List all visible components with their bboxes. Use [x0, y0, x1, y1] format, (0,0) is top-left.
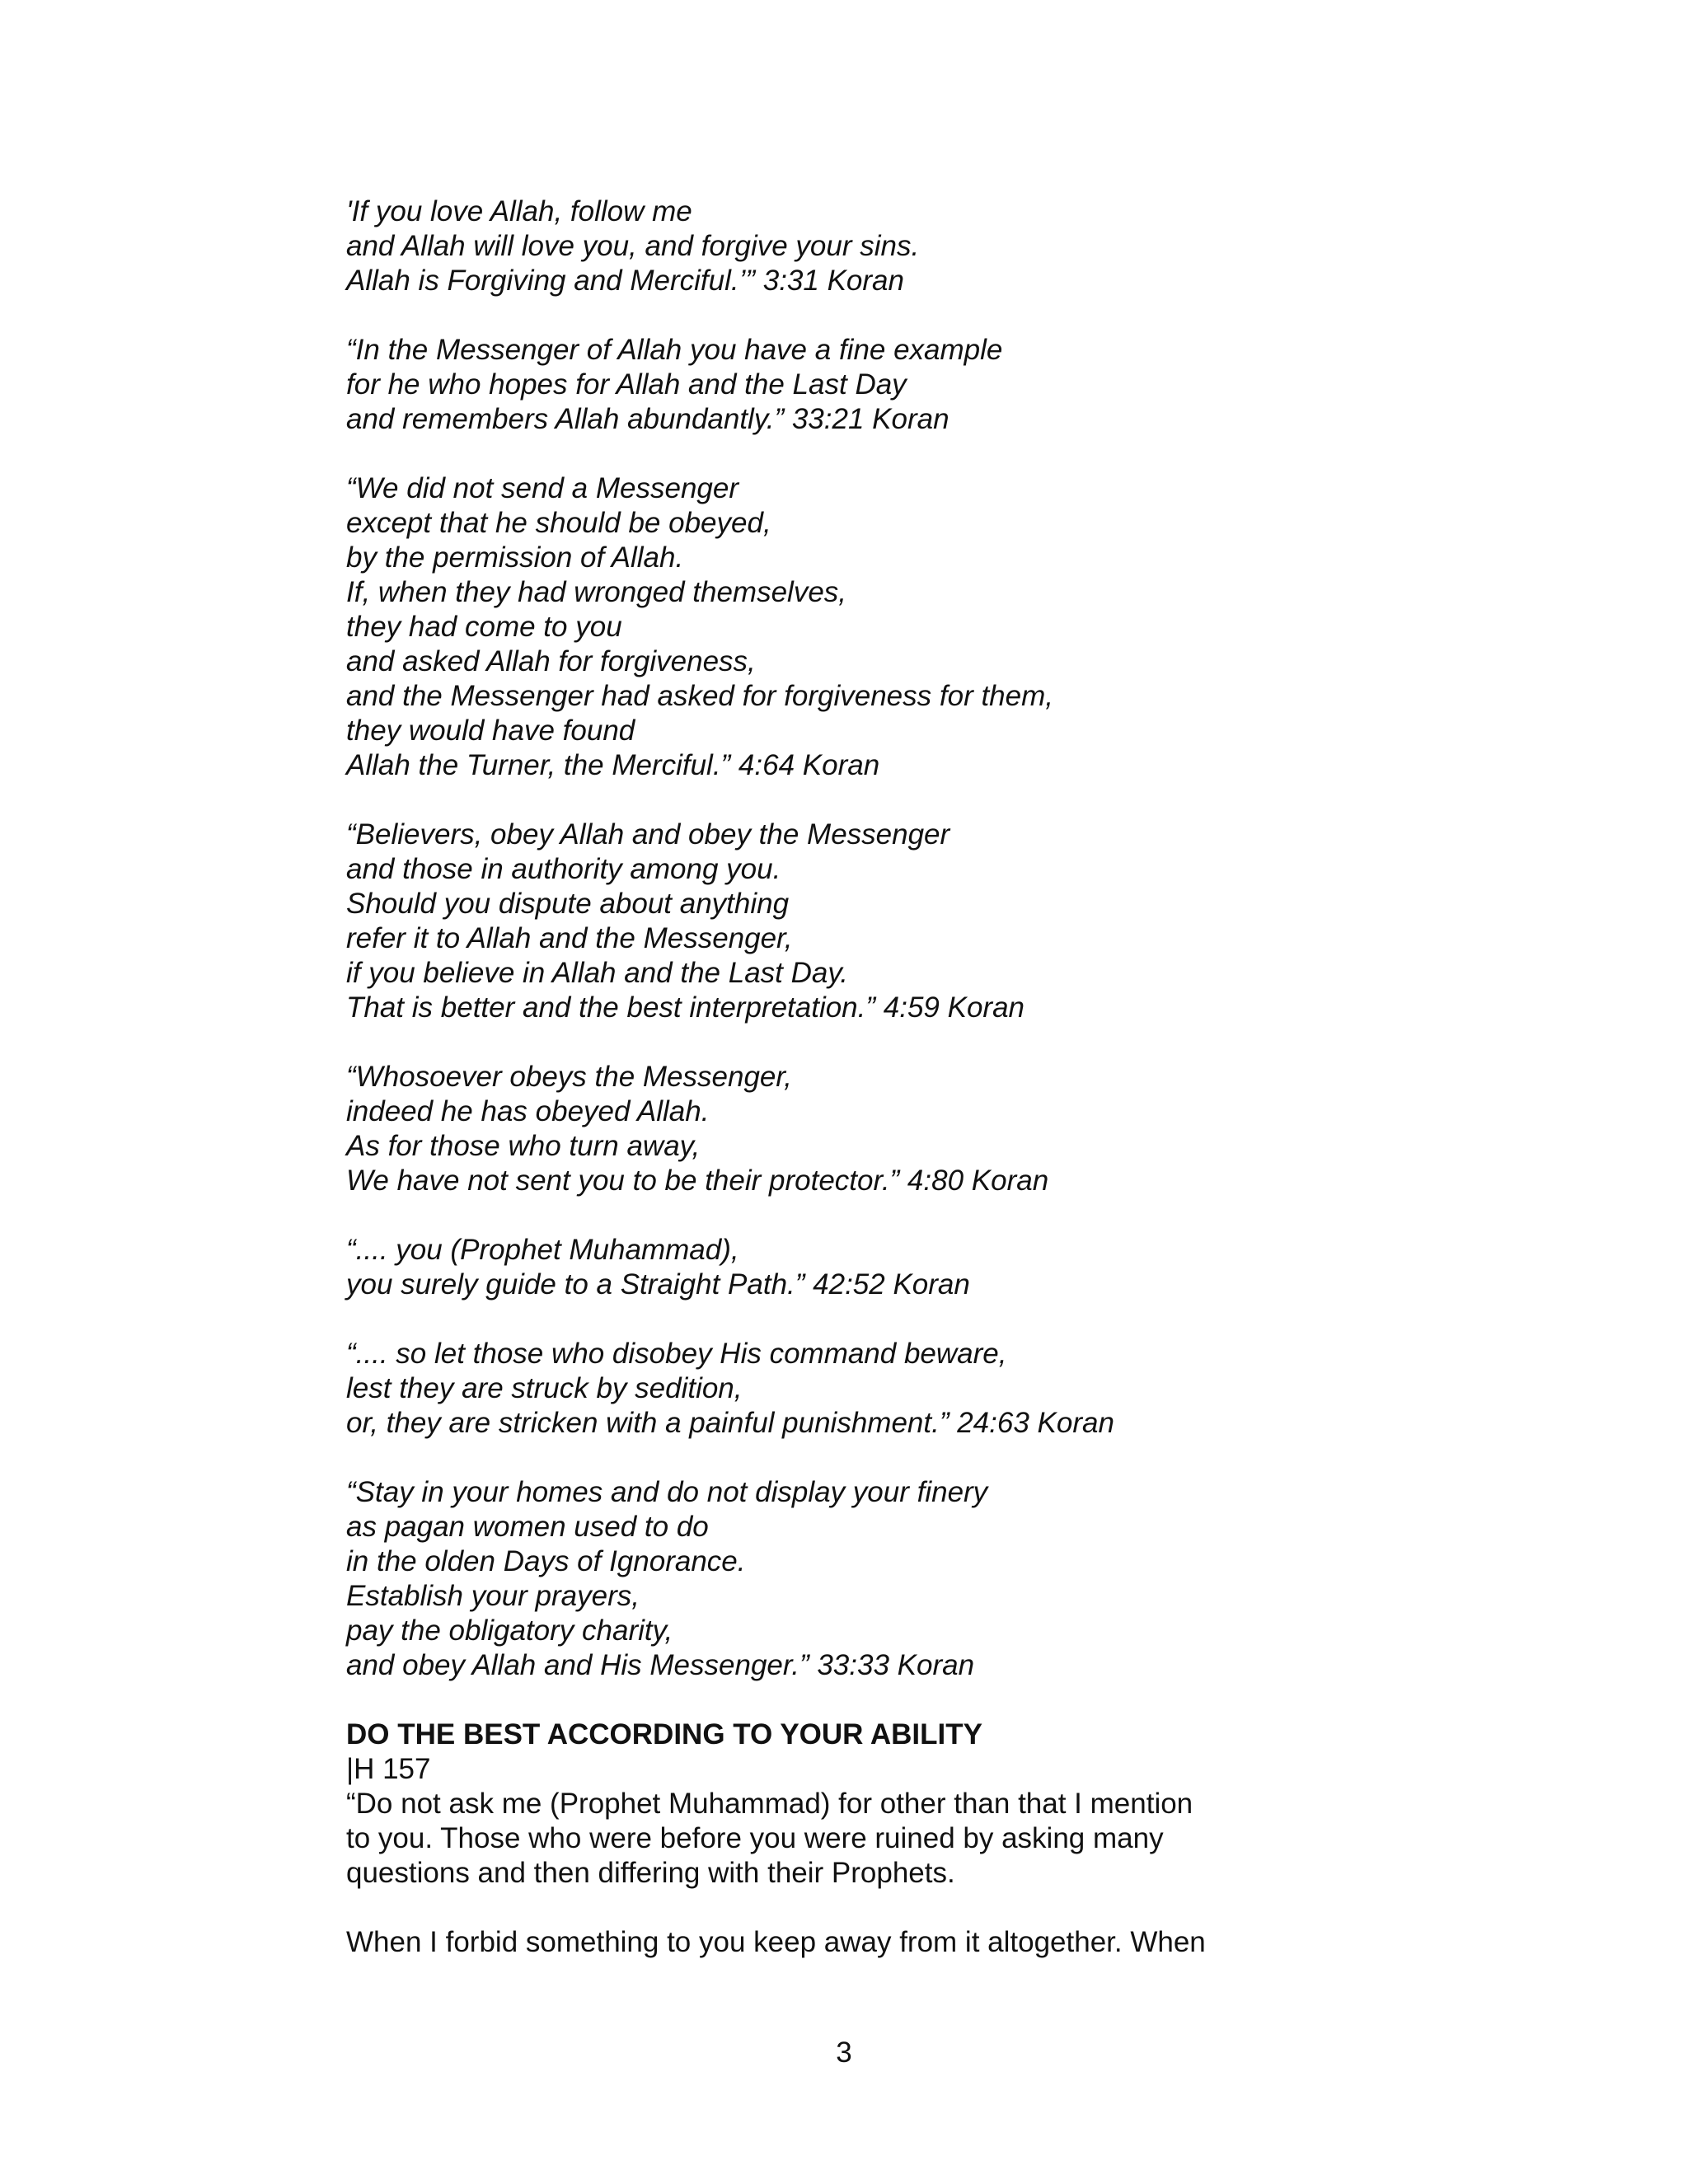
quote-line: as pagan women used to do: [346, 1511, 709, 1543]
quote-24-63: [346, 1337, 1335, 1441]
paragraph-line: to you. Those who were before you were ruined by asking many: [346, 1822, 1164, 1854]
document-body: [346, 194, 1335, 1994]
quote-line: or, they are stricken with a painful punishment.” 24:63 Koran: [346, 1407, 1114, 1439]
quote-line: That is better and the best interpretation.” 4:59 Koran: [346, 991, 1025, 1024]
quote-line: and asked Allah for forgiveness,: [346, 645, 756, 677]
quote-line: Establish your prayers,: [346, 1580, 640, 1612]
quote-line: As for those who turn away,: [346, 1130, 701, 1162]
paragraph: [346, 1787, 1335, 1891]
quote-line: Should you dispute about anything: [346, 888, 790, 920]
quote-line: they had come to you: [346, 611, 622, 643]
quote-4-64: [346, 471, 1335, 783]
quote-line: in the olden Days of Ignorance.: [346, 1545, 746, 1577]
quote-line: and remembers Allah abundantly.” 33:21 Koran: [346, 403, 950, 435]
quote-33-33: [346, 1475, 1335, 1683]
paragraph-line: When I forbid something to you keep away from it altogether. When: [346, 1926, 1206, 1958]
quote-4-59: [346, 818, 1335, 1025]
quote-line: pay the obligatory charity,: [346, 1615, 673, 1647]
quote-line: by the permission of Allah.: [346, 541, 684, 574]
quote-3-31: [346, 194, 1335, 298]
quote-line: “In the Messenger of Allah you have a fine example: [346, 334, 1003, 366]
quote-line: “.... so let those who disobey His command beware,: [346, 1338, 1007, 1370]
quote-line: “.... you (Prophet Muhammad),: [346, 1234, 739, 1266]
quote-line: and the Messenger had asked for forgiveness for them,: [346, 680, 1053, 712]
quote-line: refer it to Allah and the Messenger,: [346, 922, 793, 954]
quote-33-21: [346, 333, 1335, 437]
paragraph-line: questions and then differing with their Prophets.: [346, 1857, 955, 1889]
section: [346, 1718, 1335, 1960]
quote-line: and those in authority among you.: [346, 853, 781, 885]
quote-4-80: [346, 1060, 1335, 1198]
page-number: 3: [836, 2036, 852, 2069]
quote-42-52: [346, 1233, 1335, 1302]
paragraph-line: “Do not ask me (Prophet Muhammad) for other than that I mention: [346, 1788, 1193, 1820]
quote-line: except that he should be obeyed,: [346, 507, 771, 539]
quote-line: and obey Allah and His Messenger.” 33:33 Koran: [346, 1649, 975, 1681]
quote-line: you surely guide to a Straight Path.” 42:52 Koran: [346, 1268, 970, 1301]
quote-line: they would have found: [346, 715, 635, 747]
quote-line: Allah the Turner, the Merciful.” 4:64 Koran: [346, 749, 880, 781]
quote-line: if you believe in Allah and the Last Day.: [346, 957, 848, 989]
section-heading: DO THE BEST ACCORDING TO YOUR ABILITY: [346, 1718, 982, 1750]
paragraph: [346, 1925, 1335, 1960]
quote-line: indeed he has obeyed Allah.: [346, 1095, 710, 1127]
quote-line: “Whosoever obeys the Messenger,: [346, 1061, 792, 1093]
quote-line: “Believers, obey Allah and obey the Messenger: [346, 818, 950, 851]
quote-line: “Stay in your homes and do not display your finery: [346, 1476, 988, 1508]
quote-line: for he who hopes for Allah and the Last Day: [346, 368, 907, 401]
quote-line: If, when they had wronged themselves,: [346, 576, 847, 608]
hadith-reference: |H 157: [346, 1753, 431, 1785]
quote-line: and Allah will love you, and forgive your sins.: [346, 230, 920, 262]
quote-line: “We did not send a Messenger: [346, 472, 739, 504]
quote-line: We have not sent you to be their protector.” 4:80 Koran: [346, 1165, 1049, 1197]
quote-line: 'If you love Allah, follow me: [346, 195, 692, 227]
quote-line: lest they are struck by sedition,: [346, 1372, 743, 1404]
quote-line: Allah is Forgiving and Merciful.’” 3:31 Koran: [346, 265, 904, 297]
